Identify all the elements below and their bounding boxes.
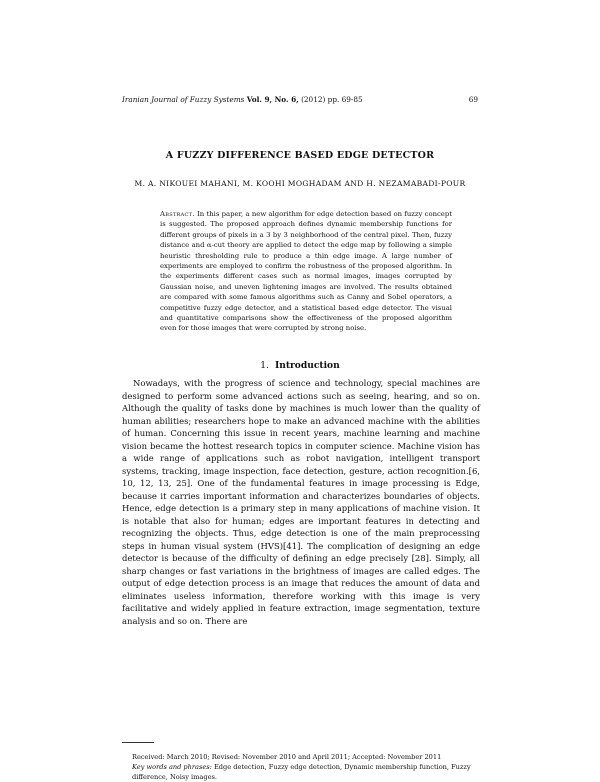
section-heading (0, 360, 600, 371)
paper-title: A FUZZY DIFFERENCE BASED EDGE DETECTOR (165, 150, 435, 161)
abstract (160, 209, 452, 334)
section-number: 1. (260, 361, 269, 371)
running-header (122, 94, 478, 106)
paper-authors: M. A. NIKOUEI MAHANI, M. KOOHI MOGHADAM AND H. NEZAMABADI-POUR (134, 179, 466, 188)
page-number: 69 (468, 95, 478, 104)
keywords-line (122, 762, 480, 782)
journal-year-pages: (2012) pp. 69-85 (301, 95, 363, 104)
received-dates: Received: March 2010; Revised: November 2010 and April 2011; Accepted: November 2011 (132, 753, 442, 761)
keywords: Edge detection, Fuzzy edge detection, Dynamic membership function, Fuzzy difference, Noisy images. (132, 763, 471, 781)
body-paragraph: Nowadays, with the progress of science and technology, special machines are designed to perform some advanced actions such as seeing, hearing, and so on. Although the quality of tasks done by machines is much lower than the quality of human abilities; researchers hope to make an advanced machine with the abilities of human. Concerning this issue in recent years, machine learning and machine vision became the hottest research topics in computer science. Machine vision has a wide range of applications such as robot navigation, intelligent transport systems, tracking, image inspection, face detection, gesture, action recognition.[6, 10, 12, 13, 25]. One of the fundamental features in image processing is Edge, because it carries important information and characterizes boundaries of objects. Hence, edge detection is a primary step in many applications of machine vision. It is notable that also for human; edges are important features in detecting and recognizing the objects. Thus, edge detection is one of the main preprocessing steps in human visual system (HVS)[41]. The complication of designing an edge detector is because of the difficulty of defining an edge precisely [28]. Simply, all sharp changes or fast variations in the brightness of images are called edges. The output of edge detection process is an image that reduces the amount of data and eliminates useless information, therefore working with this image is very facilitative and widely applied in feature extraction, image segmentation, texture analysis and so on. There are (122, 378, 480, 626)
body-text (122, 377, 480, 627)
section-title: Introduction (274, 360, 340, 371)
footnote (122, 752, 480, 782)
footnote-rule (122, 742, 154, 743)
journal-name: Iranian Journal of Fuzzy Systems (122, 95, 245, 104)
journal-volume: Vol. 9, No. 6, (246, 95, 299, 104)
abstract-label: Abstract. (160, 210, 195, 218)
keywords-label: Key words and phrases: (132, 763, 212, 771)
abstract-text: In this paper, a new algorithm for edge detection based on fuzzy concept is suggested. The proposed approach defines dynamic membership functions for different groups of pixels in a 3 by 3 neighborhood of the central pixel. Then, fuzzy distance and α-cut theory are applied to detect the edge map by following a simple heuristic thresholding rule to produce a thin edge image. A large number of experiments are employed to confirm the robustness of the proposed algorithm. In the experiments different cases such as normal images, images corrupted by Gaussian noise, and uneven lightening images are involved. The results obtained are compared with some famous algorithms such as Canny and Sobel operators, a competitive fuzzy edge detector, and a statistical based edge detector. The visual and quantitative comparisons show the effectiveness of the proposed algorithm even for those images that were corrupted by strong noise. (160, 210, 452, 333)
